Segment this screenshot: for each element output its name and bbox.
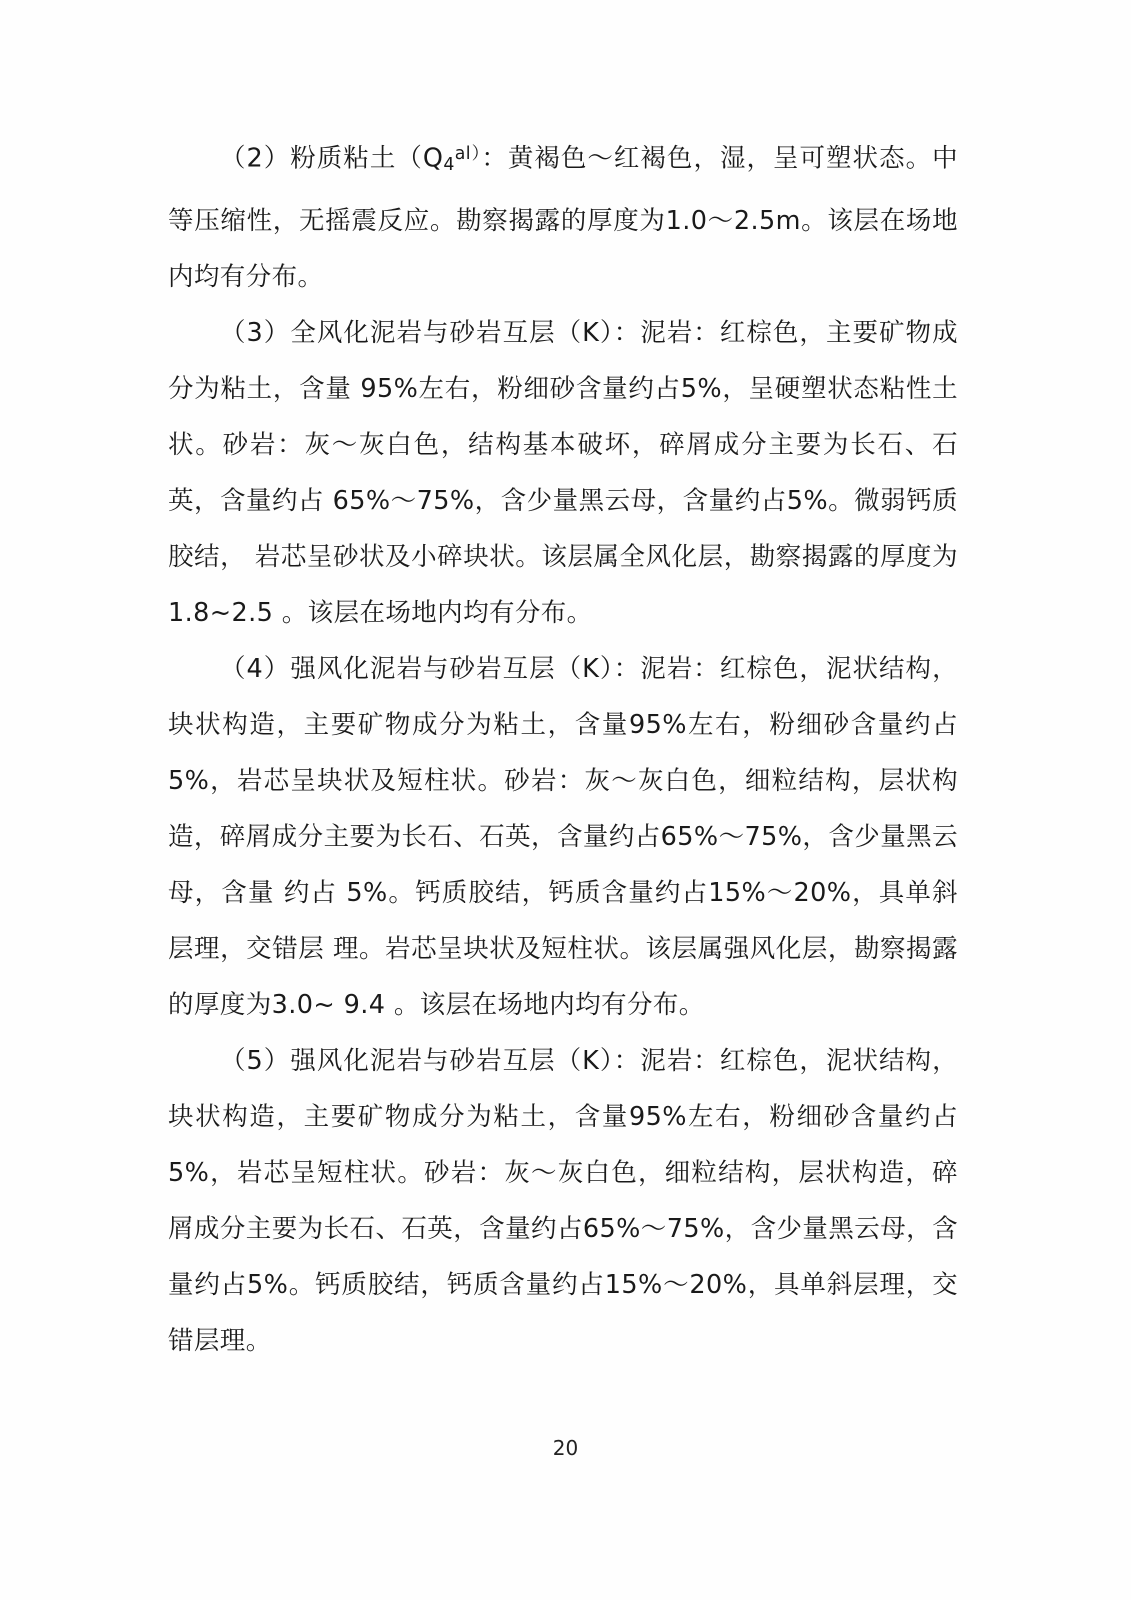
paragraph-3: （3）全风化泥岩与砂岩互层（K）：泥岩：红棕色，主要矿物成分为粘土，含量 95%左右，粉细砂含量约占5%，呈硬塑状态粘性土状。砂岩：灰～灰白色，结构基本破坏，碎屑成分主要为长石、石英，含量约占 65%～75%，含少量黑云母，含量约占5%。微弱钙质胶结， 岩芯呈砂状及小碎块状。该层属全风化层，勘察揭露的厚度为 1.8~2.5 。该层在场地内均有分布。 xyxy=(168,318,958,629)
paragraph-2-prefix: （2）粉质粘土（Q xyxy=(220,143,444,174)
page-body xyxy=(168,126,958,1369)
subscript-4: 4 xyxy=(443,155,455,176)
paragraph-4: （4）强风化泥岩与砂岩互层（K）：泥岩：红棕色，泥状结构，块状构造，主要矿物成分为粘土，含量95%左右，粉细砂含量约占5%，岩芯呈块状及短柱状。砂岩：灰～灰白色，细粒结构，层状构造，碎屑成分主要为长石、石英，含量约占65%～75%，含少量黑云母，含量 约占 5%。钙质胶结，钙质含量约占15%～20%，具单斜层理，交错层 理。岩芯呈块状及短柱状。该层属强风化层，勘察揭露的厚度为3.0~ 9.4 。该层在场地内均有分布。 xyxy=(168,654,958,1021)
paragraph-5: （5）强风化泥岩与砂岩互层（K）：泥岩：红棕色，泥状结构，块状构造，主要矿物成分为粘土，含量95%左右，粉细砂含量约占5%，岩芯呈短柱状。砂岩：灰～灰白色，细粒结构，层状构造，碎屑成分主要为长石、石英，含量约占65%～75%，含少量黑云母，含量约占5%。钙质胶结，钙质含量约占15%～20%，具单斜层理，交错层理。 xyxy=(168,1046,958,1357)
paragraph-2-suffix: ：黄褐色～红褐色，湿，呈可塑状态。中等压缩性，无摇震反应。勘察揭露的厚度为1.0～2.5m。该层在场地内均有分布。 xyxy=(168,143,959,293)
page-number: 20 xyxy=(552,1436,579,1460)
superscript-al: al） xyxy=(454,144,482,164)
paragraph-2 xyxy=(168,126,958,305)
